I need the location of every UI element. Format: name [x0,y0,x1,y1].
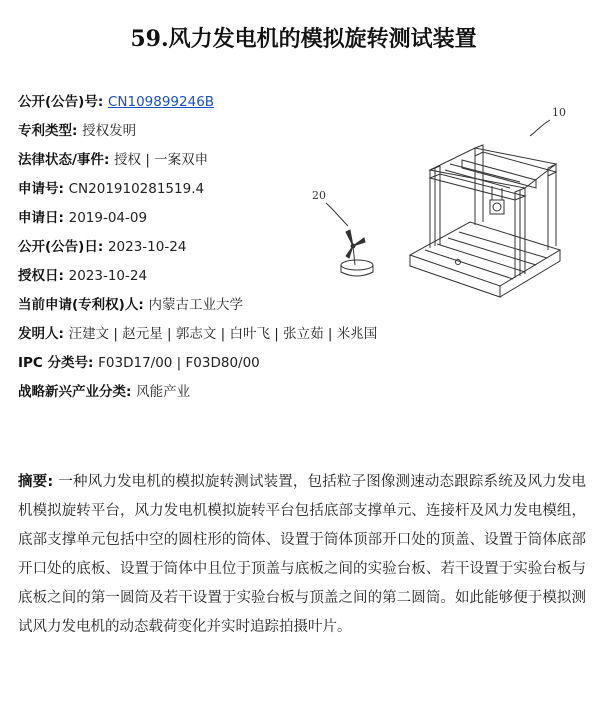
field-value: 内蒙古工业大学 [148,297,243,313]
field-label: 发明人 [18,326,59,342]
field-label: 法律状态/事件 [18,152,104,168]
field-label: 授权日 [18,268,59,284]
field-applicant: 当前申请(专利权)人: 内蒙古工业大学 [18,297,243,313]
field-industry: 战略新兴产业分类: 风能产业 [18,384,191,400]
field-application-date: 申请日: 2019-04-09 [18,210,148,226]
abstract-label: 摘要 [18,474,48,490]
abstract: 摘要: 一种风力发电机的模拟旋转测试装置，包括粒子图像测速动态跟踪系统及风力发电机模拟旋转平台，风力发电机模拟旋转平台包括底部支撑单元、连接杆及风力发电模组，底部支撑单元包括中空的圆柱形的筒体、设置于筒体顶部开口处的顶盖、设置于筒体底部开口处的底板、设置于筒体中且位于顶盖与底板之间的实验台板、若干设置于实验台板与底板之间的第一圆筒及若干设置于实验台板与顶盖之间的第二圆筒。如此能够便于模拟测试风力发电机的动态载荷变化并实时追踪拍摄叶片。 [18,474,586,635]
figure-label-10: 10 [552,106,566,119]
field-label: IPC 分类号 [18,355,89,371]
patent-fields [18,92,378,411]
field-value: 风能产业 [136,384,191,400]
field-value: 2023-10-24 [68,268,148,284]
field-label: 当前申请(专利权)人 [18,297,139,313]
field-label: 公开(公告)日 [18,239,98,255]
field-value: CN201910281519.4 [68,181,205,197]
field-inventors: 发明人: 汪建文 | 赵元星 | 郭志文 | 白叶飞 | 张立茹 | 米兆国 [18,326,378,342]
turbine-model [341,230,373,276]
field-label: 公开(公告)号 [18,94,98,110]
field-grant-date: 授权日: 2023-10-24 [18,268,148,284]
field-label: 战略新兴产业分类 [18,384,126,400]
field-value: 2023-10-24 [107,239,187,255]
field-value: 授权 | 一案双申 [114,152,209,168]
field-label: 专利类型 [18,123,72,139]
field-value: 汪建文 | 赵元星 | 郭志文 | 白叶飞 | 张立茹 | 米兆国 [68,326,378,342]
page-title: 59.风力发电机的模拟旋转测试装置 [130,26,477,52]
field-label: 申请日 [18,210,59,226]
field-value: 授权发明 [82,123,137,139]
field-patent-type: 专利类型: 授权发明 [18,123,137,139]
field-label: 申请号 [18,181,59,197]
field-publication-number: 公开(公告)号: CN109899246B [18,94,215,110]
publication-number-link[interactable]: CN109899246B [107,94,215,110]
field-legal-status: 法律状态/事件: 授权 | 一案双申 [18,152,209,168]
gantry-rig [410,145,560,297]
abstract-text: 一种风力发电机的模拟旋转测试装置，包括粒子图像测速动态跟踪系统及风力发电机模拟旋转平台，风力发电机模拟旋转平台包括底部支撑单元、连接杆及风力发电模组，底部支撑单元包括中空的圆柱形的筒体、设置于筒体顶部开口处的顶盖、设置于筒体底部开口处的底板、设置于筒体中且位于顶盖与底板之间的实验台板、若干设置于实验台板与底板之间的第一圆筒及若干设置于实验台板与顶盖之间的第二圆筒。如此能够便于模拟测试风力发电机的动态载荷变化并实时追踪拍摄叶片。 [18,474,586,635]
field-application-number: 申请号: CN201910281519.4 [18,181,205,197]
figure-label-20: 20 [312,189,326,202]
field-ipc: IPC 分类号: F03D17/00 | F03D80/00 [18,355,260,371]
field-publication-date: 公开(公告)日: 2023-10-24 [18,239,187,255]
field-value: 2019-04-09 [68,210,148,226]
field-value: F03D17/00 | F03D80/00 [98,355,260,371]
patent-drawing [300,100,590,300]
